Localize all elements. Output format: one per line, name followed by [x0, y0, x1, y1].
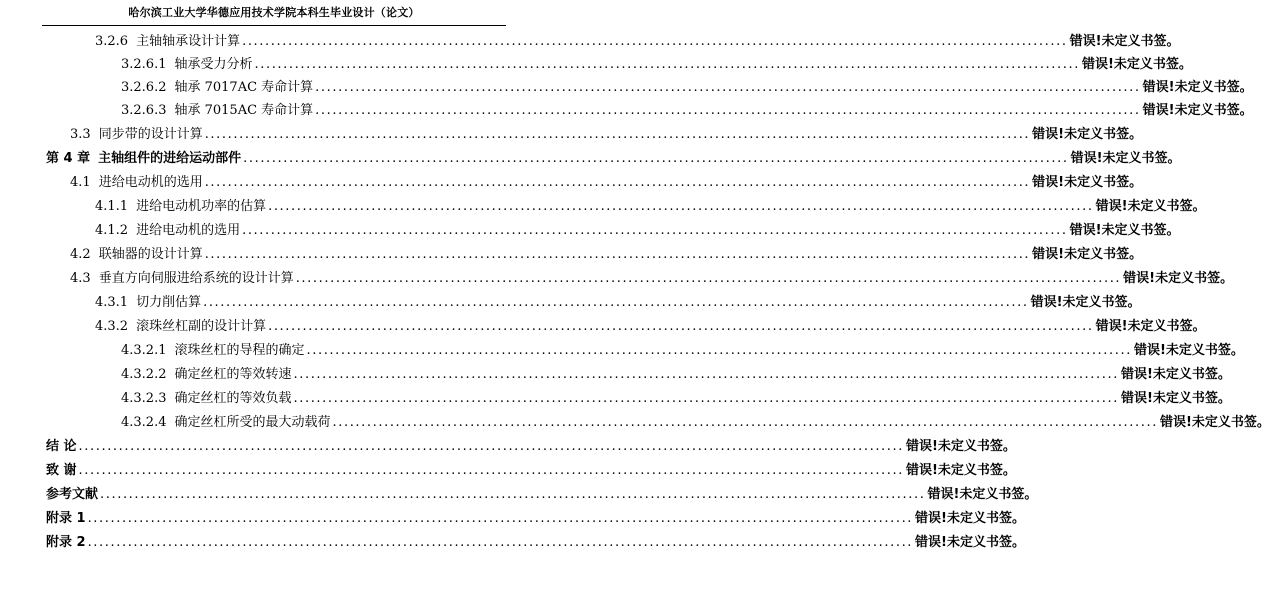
dot-leader: ................................................................................................................................................	[242, 223, 1068, 238]
dot-leader: ................................................................................................................................................	[254, 57, 1080, 72]
toc-entry-title: 确定丝杠的等效负载	[174, 391, 292, 406]
toc-entry-number: 4.3.2.2	[121, 367, 167, 382]
toc-entry-4-3-2[interactable]	[95, 316, 1206, 338]
toc-entry-page-ref: 错误!未定义书签。	[915, 535, 1025, 550]
toc-entry-chapter-4[interactable]	[46, 148, 1181, 170]
dot-leader: ................................................................................................................................................	[243, 151, 1069, 166]
toc-entry-page-ref: 错误!未定义书签。	[1133, 343, 1244, 358]
toc-entry-number: 4.3.2.4	[121, 415, 167, 430]
dot-leader: ................................................................................................................................................	[78, 463, 904, 478]
toc-entry-4-3-2-3[interactable]	[121, 388, 1231, 410]
dot-leader: ................................................................................................................................................	[100, 487, 926, 502]
toc-entry-title: 进给电动机功率的估算	[136, 199, 267, 214]
dot-leader: ................................................................................................................................................	[204, 127, 1031, 142]
toc-entry-page-ref: 错误!未定义书签。	[1123, 271, 1234, 286]
toc-entry-page-ref: 错误!未定义书签。	[1069, 34, 1180, 49]
toc-entry-page-ref: 错误!未定义书签。	[1095, 319, 1206, 334]
dot-leader: ................................................................................................................................................	[268, 319, 1094, 334]
dot-leader: ................................................................................................................................................	[332, 415, 1158, 430]
toc-entry-conclusion[interactable]	[46, 436, 1016, 458]
toc-entry-page-ref: 错误!未定义书签。	[1142, 103, 1253, 118]
toc-entry-title: 滚珠丝杠副的设计计算	[136, 319, 267, 334]
toc-entry-number: 3.2.6	[95, 34, 129, 49]
dot-leader: ................................................................................................................................................	[204, 175, 1031, 190]
toc-entry-4-3-2-2[interactable]	[121, 364, 1231, 386]
toc-entry-title: 致 谢	[46, 463, 77, 478]
toc-entry-appendix-1[interactable]	[46, 508, 1025, 530]
toc-entry-page-ref: 错误!未定义书签。	[927, 487, 1038, 502]
toc-entry-number: 4.3.1	[95, 295, 129, 310]
toc-entry-4-3-2-1[interactable]	[121, 340, 1244, 362]
toc-entry-page-ref: 错误!未定义书签。	[1095, 199, 1206, 214]
toc-entry-number: 第 4 章	[46, 151, 91, 166]
toc-entry-number: 4.3	[70, 271, 91, 286]
toc-entry-number: 4.3.2.3	[121, 391, 167, 406]
toc-entry-page-ref: 错误!未定义书签。	[1032, 175, 1143, 190]
toc-entry-4-2[interactable]	[70, 244, 1143, 266]
toc-entry-appendix-2[interactable]	[46, 532, 1025, 554]
dot-leader: ................................................................................................................................................	[295, 271, 1122, 286]
dot-leader: ................................................................................................................................................	[293, 367, 1119, 382]
dot-leader: ................................................................................................................................................	[87, 511, 914, 526]
toc-entry-3-2-6-3[interactable]	[121, 100, 1253, 122]
toc-entry-title: 确定丝杠的等效转速	[174, 367, 292, 382]
toc-entry-title: 参考文献	[46, 487, 99, 502]
toc-entry-title: 轴承 7017AC 寿命计算	[174, 80, 314, 95]
header-title: 哈尔滨工业大学华德应用技术学院本科生毕业设计（论文）	[128, 6, 420, 19]
dot-leader: ................................................................................................................................................	[87, 535, 914, 550]
toc-entry-page-ref: 错误!未定义书签。	[1030, 295, 1141, 310]
toc-entry-number: 3.2.6.3	[121, 103, 167, 118]
toc-entry-number: 4.1.2	[95, 223, 129, 238]
toc-entry-page-ref: 错误!未定义书签。	[1081, 57, 1192, 72]
toc-entry-3-3[interactable]	[70, 124, 1143, 146]
toc-entry-title: 轴承受力分析	[174, 57, 253, 72]
dot-leader: ................................................................................................................................................	[203, 295, 1029, 310]
toc-entry-number: 4.1	[70, 175, 91, 190]
dot-leader: ................................................................................................................................................	[78, 439, 904, 454]
toc-entry-page-ref: 错误!未定义书签。	[1120, 391, 1231, 406]
toc-entry-page-ref: 错误!未定义书签。	[906, 439, 1016, 454]
toc-entry-number: 3.2.6.1	[121, 57, 167, 72]
toc-entry-4-1-1[interactable]	[95, 196, 1206, 218]
toc-entry-title: 附录 2	[46, 535, 86, 550]
dot-leader: ................................................................................................................................................	[315, 80, 1141, 95]
toc-entry-title: 进给电动机的选用	[136, 223, 241, 238]
toc-entry-title: 联轴器的设计计算	[98, 247, 203, 262]
dot-leader: ................................................................................................................................................	[268, 199, 1094, 214]
toc-entry-page-ref: 错误!未定义书签。	[1120, 367, 1231, 382]
dot-leader: ................................................................................................................................................	[242, 34, 1068, 49]
dot-leader: ................................................................................................................................................	[204, 247, 1031, 262]
page-header	[42, 3, 506, 26]
toc-entry-title: 确定丝杠所受的最大动载荷	[174, 415, 331, 430]
toc-entry-acknowledgements[interactable]	[46, 460, 1016, 482]
toc-entry-page-ref: 错误!未定义书签。	[906, 463, 1016, 478]
toc-entry-title: 进给电动机的选用	[98, 175, 203, 190]
toc-entry-title: 轴承 7015AC 寿命计算	[174, 103, 314, 118]
toc-entry-page-ref: 错误!未定义书签。	[1070, 151, 1181, 166]
toc-entry-page-ref: 错误!未定义书签。	[1142, 80, 1253, 95]
toc-entry-page-ref: 错误!未定义书签。	[1069, 223, 1180, 238]
toc-entry-title: 主轴组件的进给运动部件	[98, 151, 242, 166]
toc-entry-4-1[interactable]	[70, 172, 1143, 194]
toc-entry-number: 4.3.2.1	[121, 343, 167, 358]
toc-entry-4-3[interactable]	[70, 268, 1234, 290]
toc-entry-page-ref: 错误!未定义书签。	[915, 511, 1025, 526]
toc-entry-number: 4.1.1	[95, 199, 129, 214]
toc-entry-page-ref: 错误!未定义书签。	[1032, 247, 1143, 262]
toc-entry-page-ref: 错误!未定义书签。	[1159, 415, 1270, 430]
toc-entry-title: 滚珠丝杠的导程的确定	[174, 343, 305, 358]
toc-entry-number: 3.3	[70, 127, 91, 142]
toc-entry-3-2-6[interactable]	[95, 31, 1180, 53]
toc-entry-title: 结 论	[46, 439, 77, 454]
toc-entry-title: 主轴轴承设计计算	[136, 34, 241, 49]
dot-leader: ................................................................................................................................................	[315, 103, 1141, 118]
toc-entry-title: 切力削估算	[136, 295, 202, 310]
toc-entry-title: 同步带的设计计算	[98, 127, 203, 142]
toc-entry-3-2-6-1[interactable]	[121, 54, 1192, 76]
toc-entry-title: 附录 1	[46, 511, 86, 526]
toc-entry-number: 4.2	[70, 247, 91, 262]
toc-entry-4-1-2[interactable]	[95, 220, 1180, 242]
toc-entry-3-2-6-2[interactable]	[121, 77, 1253, 99]
dot-leader: ................................................................................................................................................	[306, 343, 1132, 358]
toc-entry-references[interactable]	[46, 484, 1038, 506]
toc-entry-4-3-2-4[interactable]	[121, 412, 1270, 434]
dot-leader: ................................................................................................................................................	[293, 391, 1119, 406]
toc-entry-number: 4.3.2	[95, 319, 129, 334]
toc-entry-4-3-1[interactable]	[95, 292, 1141, 314]
toc-entry-title: 垂直方向伺服进给系统的设计计算	[98, 271, 294, 286]
toc-entry-page-ref: 错误!未定义书签。	[1032, 127, 1143, 142]
toc-entry-number: 3.2.6.2	[121, 80, 167, 95]
